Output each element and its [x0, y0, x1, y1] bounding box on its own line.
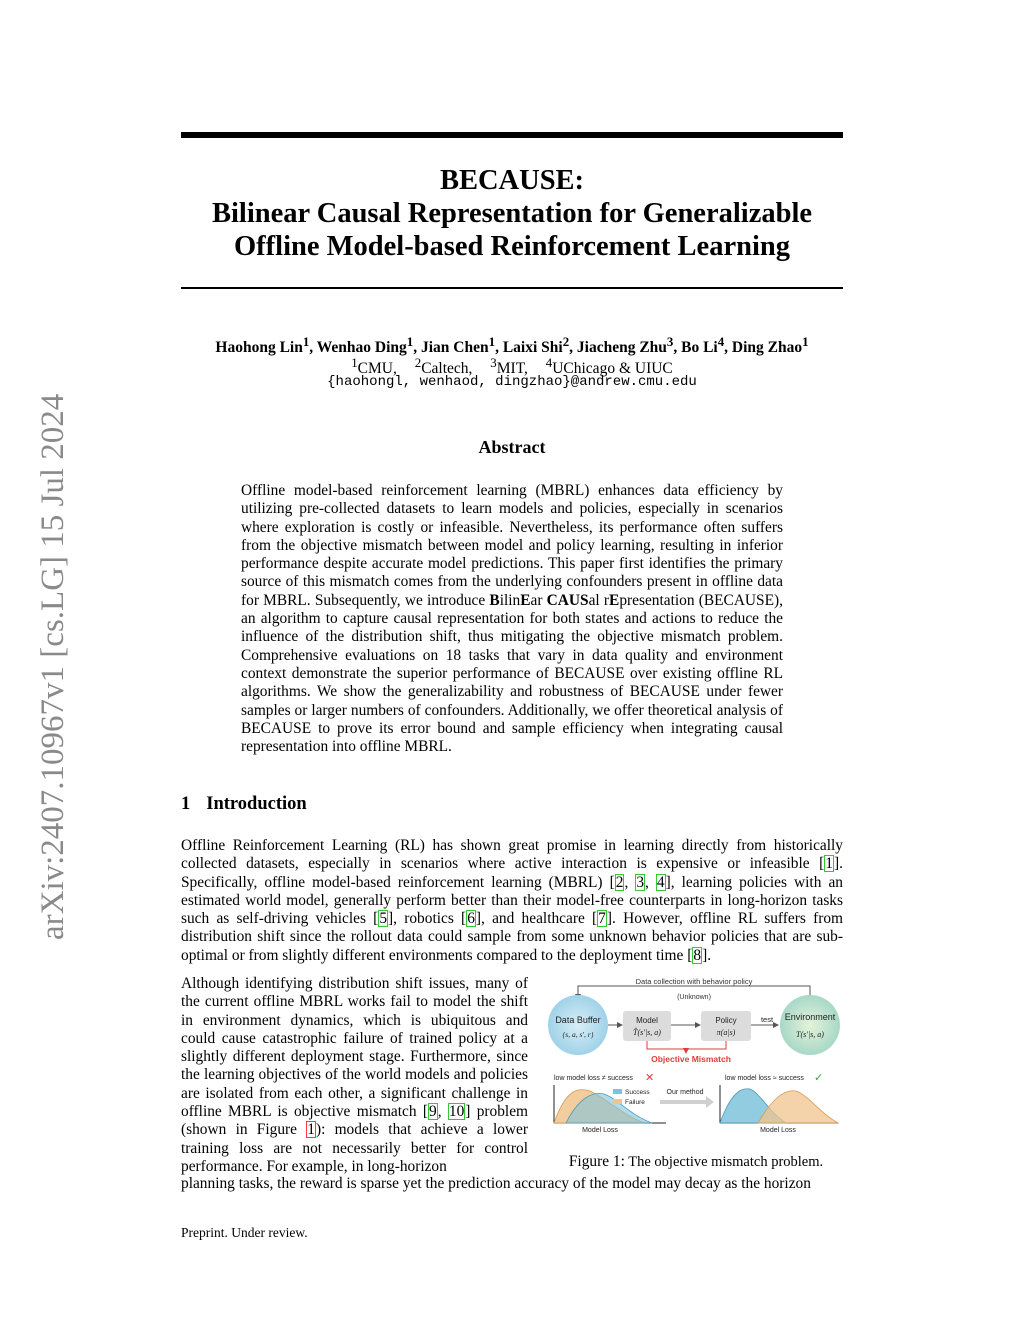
- environment-math: T(s'|s, a): [796, 1030, 824, 1039]
- citation-link[interactable]: 6: [467, 910, 475, 928]
- citation-link[interactable]: 9: [429, 1103, 437, 1121]
- affiliation: $^2$Caltech,: [414, 355, 473, 378]
- model-title: Model: [636, 1016, 658, 1025]
- author-list: Haohong Lin$^1$, Wenhao Ding$^1$, Jian Chen$^1$, Laixi Shi$^2$, Jiacheng Zhu$^3$, Bo Li$^4$, Ding Zhao$^1$: [215, 334, 809, 357]
- author: Bo Li$^4$: [681, 334, 725, 357]
- legend-failure-label: Failure: [625, 1099, 645, 1106]
- author: Haohong Lin$^1$: [215, 334, 310, 357]
- right-failure-curve: [758, 1091, 838, 1123]
- legend-success-swatch: [613, 1089, 622, 1094]
- top-rule: [181, 132, 843, 138]
- affiliation: $^1$CMU,: [351, 355, 397, 378]
- citation-link[interactable]: 4: [656, 873, 665, 891]
- figure-objective-mismatch: [548, 973, 844, 1143]
- author: Ding Zhao$^1$: [731, 334, 809, 357]
- author: Jian Chen$^1$: [420, 334, 496, 357]
- legend-failure-swatch: [613, 1099, 622, 1104]
- abstract-body: Offline model-based reinforcement learning (MBRL) enhances data efficiency by utilizing pre-collected datasets to learn models and policies, especially in scenarios where exploration is costly or infeasible. Nevertheless, its performance often suffers from the objective mismatch between model and policy learning, resulting in inferior performance despite accurate model predictions. This paper first identifies the primary source of this mismatch comes from the underlying confounders present in offline data for MBRL. Subsequently, we introduce BilinEar CAUSal rEpresentation (BECAUSE), an algorithm to capture causal representation for both states and actions to reduce the influence of the distribution shift, thus mitigating the objective mismatch problem. Comprehensive evaluations on 18 tasks that vary in data quality and environment context demonstrate the superior performance of BECAUSE over existing offline RL algorithms. We show the generalizability and robustness of BECAUSE under fewer samples or larger numbers of confounders. Additionally, we offer theoretical analysis of BECAUSE to prove its error bound and sample efficiency when integrating causal representation into offline MBRL.: [241, 482, 783, 756]
- our-method-arrow: [660, 1096, 714, 1108]
- affiliation: $^4$UChicago & UIUC: [545, 355, 673, 378]
- page-footer: Preprint. Under review.: [181, 1225, 308, 1240]
- title-line-2: Bilinear Causal Representation for Generalizable: [211, 198, 813, 229]
- citation-link[interactable]: 10: [448, 1103, 465, 1121]
- figure-reference-link[interactable]: 1: [307, 1121, 315, 1139]
- mismatch-bracket: [647, 1041, 726, 1049]
- legend-success-label: Success: [625, 1089, 650, 1096]
- data-buffer-node: [548, 995, 608, 1055]
- citation-link[interactable]: 8: [693, 946, 702, 964]
- left-x-axis-label: Model Loss: [582, 1127, 618, 1134]
- objective-mismatch-label: Objective Mismatch: [651, 1054, 731, 1064]
- wrap-paragraph: Although identifying distribution shift issues, many of the current offline MBRL works fail to model the shift in environment dynamics, which is ubiquitous and could cause catastrophic failure of trained policy at a slightly different deployment stage. Furthermore, since the learning objectives of the world models and policies are isolated from each other, a significant challenge in offline MBRL is objective mismatch [9, 10] problem (shown in Figure 1): models that achieve a lower training loss are not necessarily better for control performance. For example, in long-horizon: [181, 975, 529, 1175]
- unknown-label: (Unknown): [677, 994, 711, 1001]
- arxiv-stamp: arXiv:2407.10967v1 [cs.LG] 15 Jul 2024: [35, 393, 71, 940]
- author: Laixi Shi$^2$: [502, 334, 570, 357]
- affiliation: $^3$MIT,: [490, 355, 528, 378]
- right-panel-heading: low model loss ≈ success: [725, 1075, 804, 1082]
- citation-link[interactable]: 2: [615, 873, 624, 891]
- policy-math: π(a|s): [716, 1028, 736, 1037]
- citation-link[interactable]: 5: [379, 910, 388, 928]
- paragraph-continuation: planning tasks, the reward is sparse yet the prediction accuracy of the model may decay as the horizon: [181, 1175, 811, 1192]
- author: Wenhao Ding$^1$: [316, 334, 414, 357]
- policy-title: Policy: [715, 1016, 737, 1025]
- cross-icon: ✕: [645, 1072, 655, 1084]
- title-line-1: BECAUSE:: [439, 165, 585, 196]
- citation-link[interactable]: 1: [825, 855, 833, 873]
- data-buffer-title: Data Buffer: [555, 1015, 601, 1025]
- model-math: T̂(s'|s, a): [633, 1028, 661, 1037]
- behavior-policy-label: Data collection with behavior policy: [635, 977, 753, 986]
- environment-node: [780, 995, 840, 1055]
- test-label: test: [760, 1015, 774, 1024]
- author-emails[interactable]: {haohongl, wenhaod, dingzhao}@andrew.cmu.edu: [327, 374, 697, 390]
- intro-paragraph: Offline Reinforcement Learning (RL) has shown great promise in learning directly from historically collected datasets, especially in scenarios where active interaction is expensive or infeasible [1]. Specifically, offline model-based reinforcement learning (MBRL) [2, 3, 4], learning policies with an estimated world model, generally perform better than their model-free counterparts in long-horizon tasks such as self-driving vehicles [5], robotics [6], and healthcare [7]. However, offline RL suffers from distribution shift since the rollout data could sample from some unknown behavior policies that are sub-optimal or from slightly different environments compared to the deployment time [8].: [181, 837, 843, 964]
- citation-link[interactable]: 3: [636, 873, 645, 891]
- paper-title: [181, 164, 843, 263]
- author: Jiacheng Zhu$^3$: [576, 334, 674, 357]
- left-panel-heading: low model loss ≠ success: [554, 1075, 633, 1082]
- check-icon: ✓: [814, 1072, 824, 1084]
- environment-title: Environment: [784, 1012, 836, 1022]
- right-x-axis-label: Model Loss: [760, 1127, 796, 1134]
- section-heading-introduction: 1 Introduction: [181, 794, 307, 814]
- data-buffer-math: {s, a, s', r}: [562, 1030, 594, 1039]
- figure-caption: Figure 1: The objective mismatch problem.: [568, 1153, 824, 1170]
- abstract-heading: Abstract: [478, 437, 546, 457]
- title-bottom-rule: [181, 287, 843, 289]
- citation-link[interactable]: 7: [598, 910, 606, 928]
- title-line-3: Offline Model-based Reinforcement Learning: [234, 231, 790, 262]
- our-method-label: Our method: [666, 1089, 704, 1096]
